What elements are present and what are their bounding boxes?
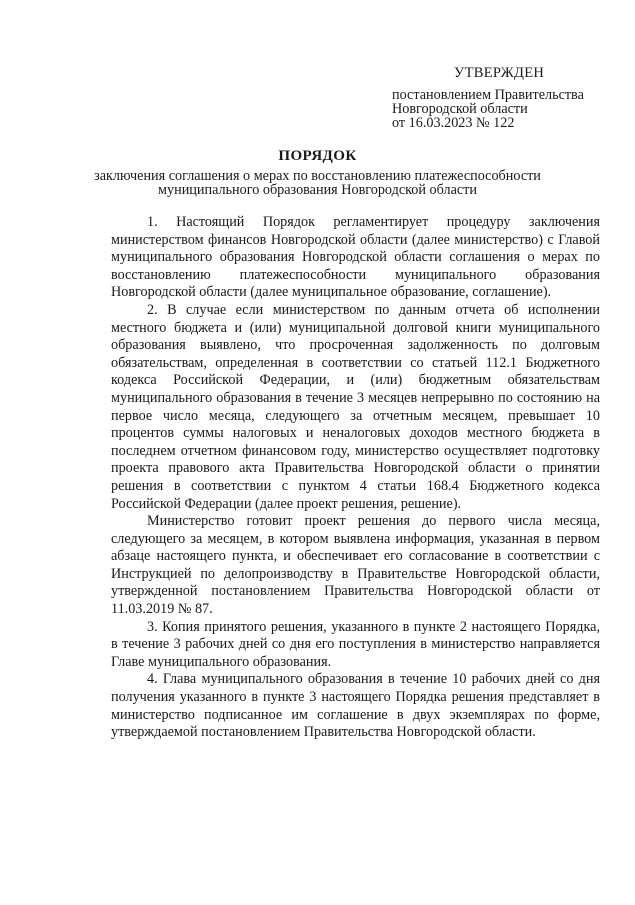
approval-line: Новгородской области <box>392 101 528 117</box>
paragraph-2: 2. В случае если министерством по данным отчета об исполнении местного бюджета и (или) муниципальной долговой книги муниципального образования выявлено, что просроченная задолженность по долговым обязательствам, определенная в соответствии со статьей 112.1 Бюджетного кодекса Российской Федерации, и (или) бюджетным обязательствам муниципального образования в течение 3 месяцев непрерывно по состоянию на первое число месяца, следующего за отчетным месяцем, превышает 10 процентов суммы налоговых и неналоговых доходов местного бюджета в последнем отчетном финансовом году, министерство осуществляет подготовку проекта правового акта Правительства Новгородской области о принятии решения в соответствии с пунктом 4 статьи 168.4 Бюджетного кодекса Российской Федерации (далее проект решения, решение). <box>111 301 600 512</box>
document-body <box>111 214 600 742</box>
document-subtitle <box>0 169 635 197</box>
paragraph-3: 3. Копия принятого решения, указанного в пункте 2 настоящего Порядка, в течение 3 рабочих дней со дня его поступления в министерство направляется Главе муниципального образования. <box>111 618 600 670</box>
paragraph-2-continued: Министерство готовит проект решения до первого числа месяца, следующего за месяцем, в котором выявлена информация, указанная в первом абзаце настоящего пункта, и обеспечивает его согласование в соответствии с Инструкцией по делопроизводству в Правительстве Новгородской области, утвержденной постановлением Правительства Новгородской области от 11.03.2019 № 87. <box>111 513 600 618</box>
paragraph-4: 4. Глава муниципального образования в течение 10 рабочих дней со дня получения указанного в пункте 3 настоящего Порядка решения представляет в министерство подписанное им соглашение в двух экземплярах по форме, утверждаемой постановлением Правительства Новгородской области. <box>111 671 600 741</box>
paragraph-1: 1. Настоящий Порядок регламентирует процедуру заключения министерством финансов Новгородской области (далее министерство) с Главой муниципального образования Новгородской области соглашения о мерах по восстановлению платежеспособности муниципального образования Новгородской области (далее муниципальное образование, соглашение). <box>111 214 600 301</box>
subtitle-line: муниципального образования Новгородской области <box>158 182 477 198</box>
approval-title: УТВЕРЖДЕН <box>454 65 545 81</box>
document-title: ПОРЯДОК <box>278 148 357 164</box>
approval-stamp <box>392 66 622 130</box>
approval-line: постановлением Правительства <box>392 87 584 103</box>
subtitle-line: заключения соглашения о мерах по восстановлению платежеспособности <box>94 168 541 184</box>
approval-line: от 16.03.2023 № 122 <box>392 115 515 131</box>
